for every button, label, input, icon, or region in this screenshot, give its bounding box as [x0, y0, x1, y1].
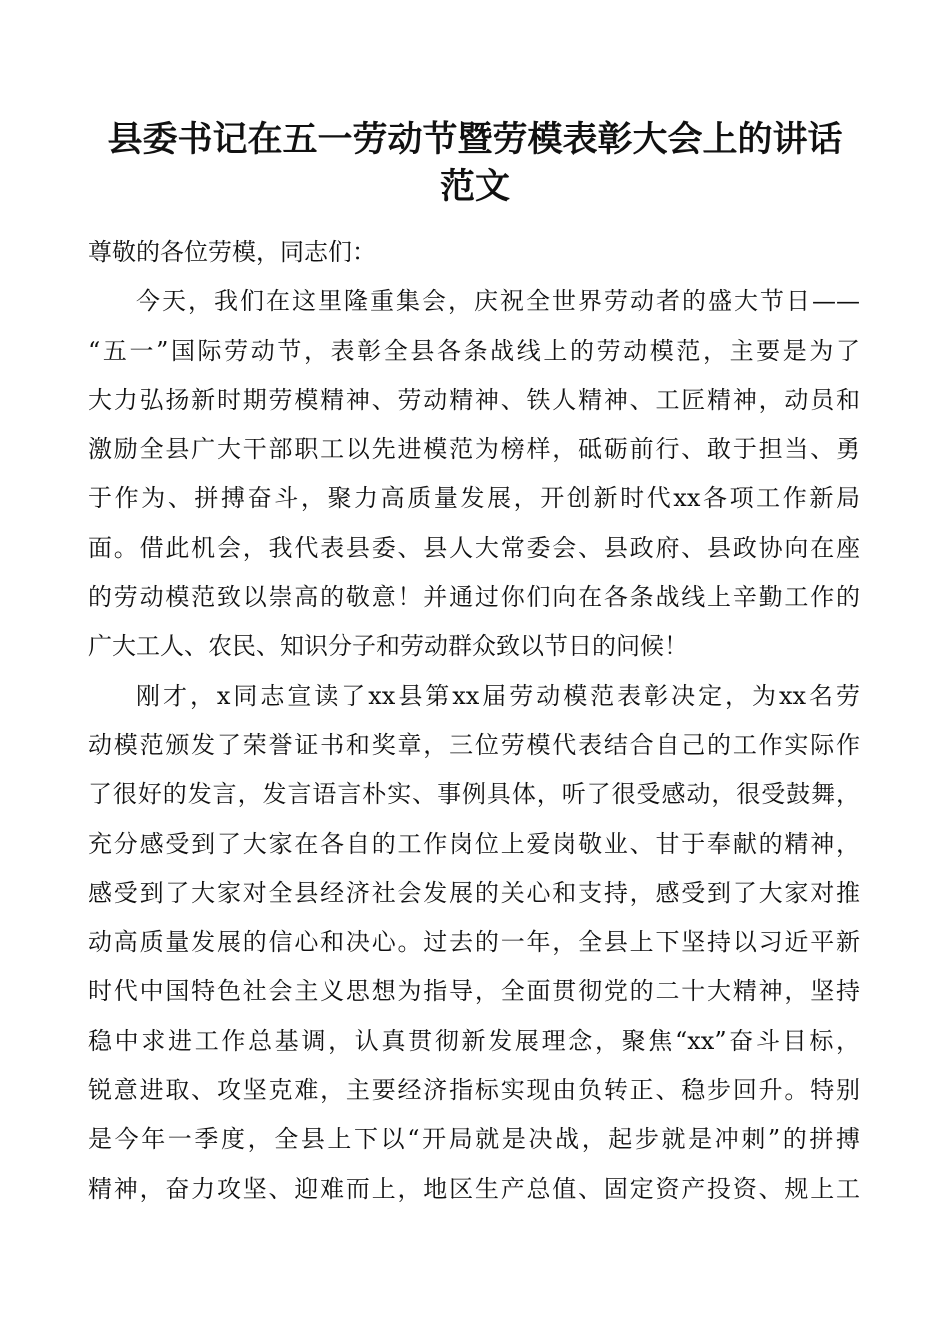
paragraph-line: 今天，我们在这里隆重集会，庆祝全世界劳动者的盛大节日—— [136, 287, 860, 316]
paragraph-line: 是今年一季度，全县上下以“开局就是决战，起步就是冲刺”的拼搏 [88, 1125, 860, 1154]
paragraph-line: 于作为、拼搏奋斗，聚力高质量发展，开创新时代xx各项工作新局 [88, 484, 860, 513]
salutation: 尊敬的各位劳模，同志们： [88, 238, 376, 266]
paragraph-line: 大力弘扬新时期劳模精神、劳动精神、铁人精神、工匠精神，动员和 [88, 385, 860, 414]
paragraph-line: 了很好的发言，发言语言朴实、事例具体，听了很受感动，很受鼓舞， [88, 780, 860, 809]
paragraph-line: 的劳动模范致以崇高的敬意！并通过你们向在各条战线上辛勤工作的 [88, 583, 860, 612]
paragraph [88, 672, 860, 1214]
paragraph-line: 充分感受到了大家在各自的工作岗位上爱岗敬业、甘于奉献的精神， [88, 829, 860, 858]
paragraph-line: 动模范颁发了荣誉证书和奖章，三位劳模代表结合自己的工作实际作 [88, 730, 860, 759]
paragraph-line: “五一”国际劳动节，表彰全县各条战线上的劳动模范，主要是为了 [88, 336, 860, 365]
document-body [88, 228, 860, 1214]
paragraph-line: 面。借此机会，我代表县委、县人大常委会、县政府、县政协向在座 [88, 533, 860, 562]
paragraph-line: 稳中求进工作总基调，认真贯彻新发展理念，聚焦“xx”奋斗目标， [88, 1026, 860, 1055]
paragraph-line: 激励全县广大干部职工以先进模范为榜样，砥砺前行、敢于担当、勇 [88, 435, 860, 464]
paragraph-line: 感受到了大家对全县经济社会发展的关心和支持，感受到了大家对推 [88, 878, 860, 907]
paragraph-line: 刚才，x同志宣读了xx县第xx届劳动模范表彰决定，为xx名劳 [136, 681, 860, 710]
paragraph-line: 动高质量发展的信心和决心。过去的一年，全县上下坚持以习近平新 [88, 928, 860, 957]
document-title-line-1: 县委书记在五一劳动节暨劳模表彰大会上的讲话 [107, 120, 843, 160]
paragraph-line: 广大工人、农民、知识分子和劳动群众致以节日的问候！ [88, 632, 688, 661]
paragraph-line: 锐意进取、攻坚克难，主要经济指标实现由负转正、稳步回升。特别 [88, 1076, 860, 1105]
document-title-line-2: 范文 [439, 167, 510, 207]
paragraph [88, 277, 860, 671]
paragraphs [88, 277, 860, 1214]
paragraph-line: 精神，奋力攻坚、迎难而上，地区生产总值、固定资产投资、规上工 [88, 1174, 860, 1203]
paragraph-line: 时代中国特色社会主义思想为指导，全面贯彻党的二十大精神，坚持 [88, 977, 860, 1006]
